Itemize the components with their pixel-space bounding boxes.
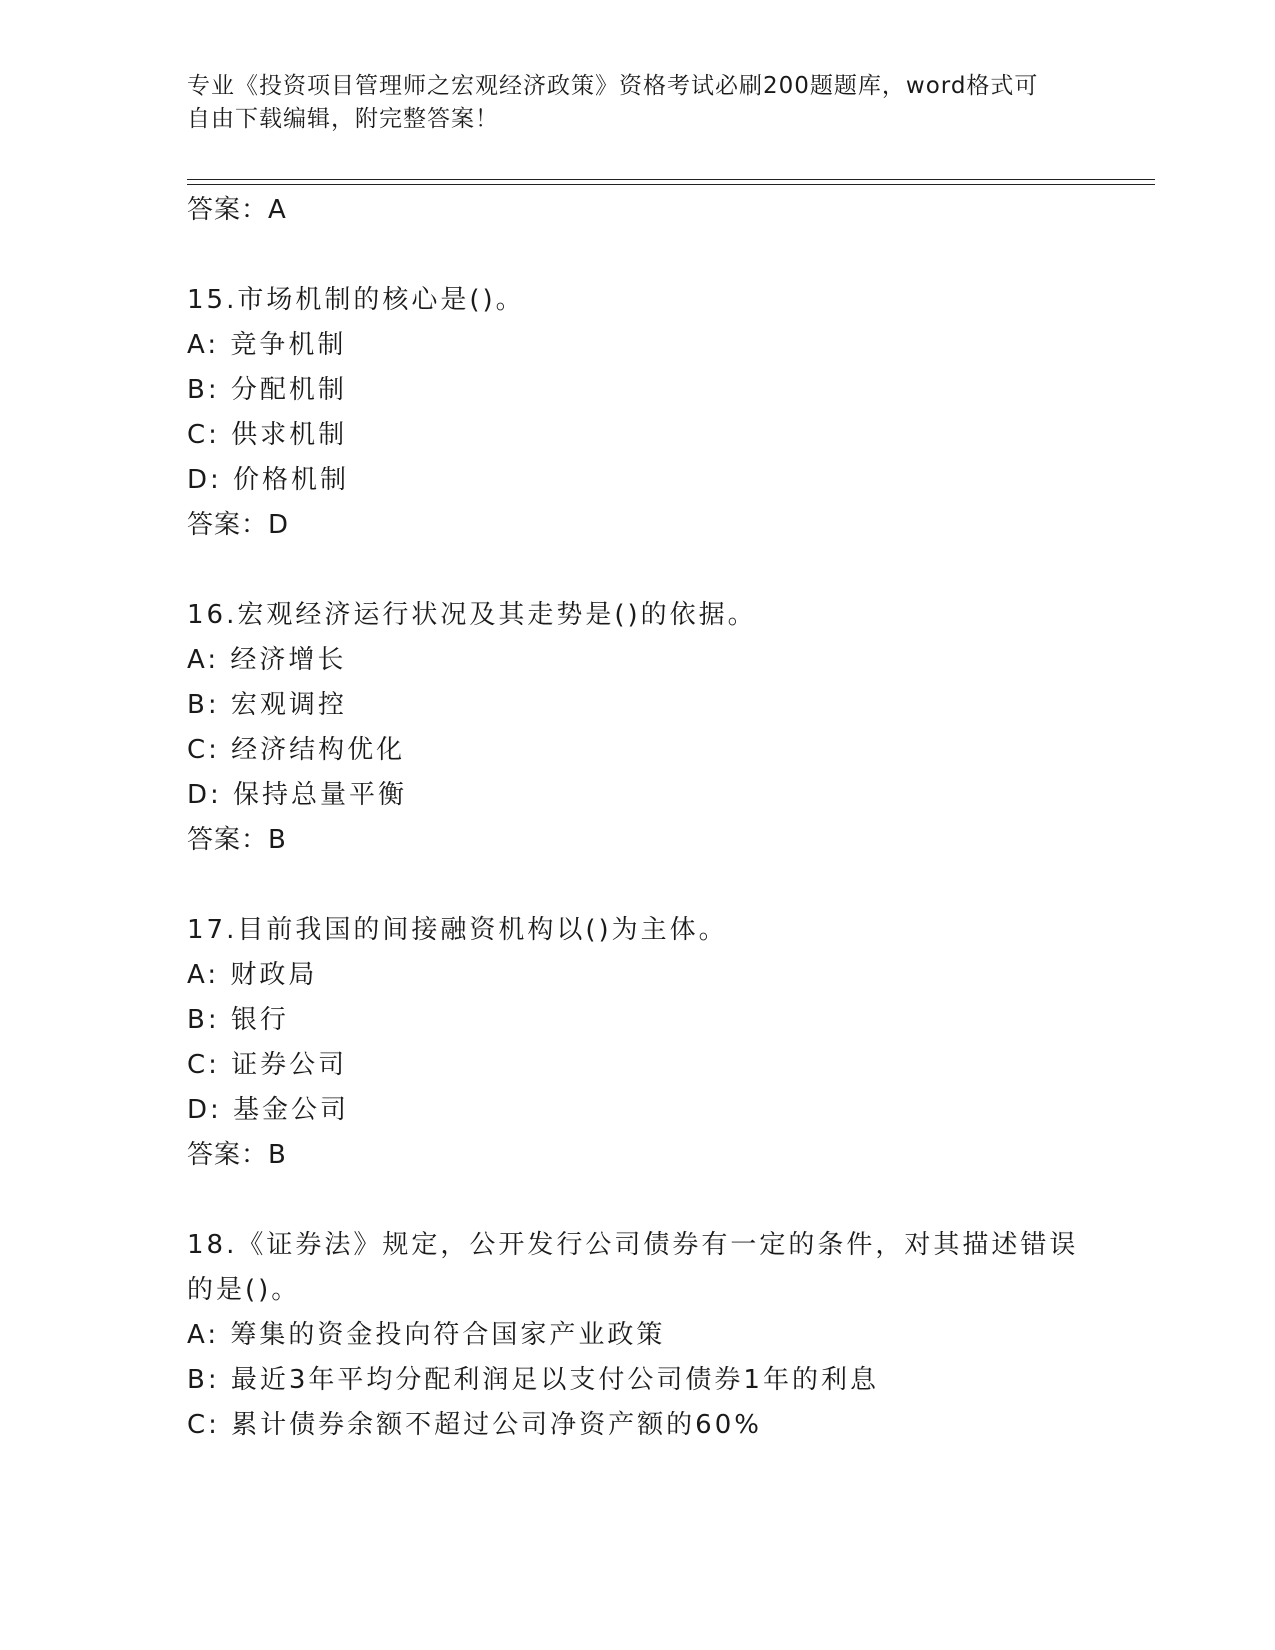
header-divider [187,179,1155,185]
option-15-c: C: 供求机制 [187,420,348,450]
answer-16: 答案：B [187,825,287,855]
option-18-a: A: 筹集的资金投向符合国家产业政策 [187,1320,666,1350]
question-17: 17.目前我国的间接融资机构以()为主体。 [187,915,728,945]
option-17-b: B: 银行 [187,1005,289,1035]
answer-17: 答案：B [187,1140,287,1170]
question-16: 16.宏观经济运行状况及其走势是()的依据。 [187,600,757,630]
question-15: 15.市场机制的核心是()。 [187,285,525,315]
option-16-a: A: 经济增长 [187,645,347,675]
option-15-a: A: 竞争机制 [187,330,347,360]
answer-15: 答案：D [187,510,290,540]
option-15-d: D: 价格机制 [187,465,350,495]
option-17-a: A: 财政局 [187,960,318,990]
option-18-b: B: 最近3年平均分配利润足以支付公司债券1年的利息 [187,1365,879,1395]
option-17-c: C: 证券公司 [187,1050,348,1080]
header-line-2: 自由下载编辑，附完整答案！ [187,106,499,132]
option-18-c: C: 累计债券余额不超过公司净资产额的60% [187,1410,762,1440]
option-16-b: B: 宏观调控 [187,690,347,720]
option-15-b: B: 分配机制 [187,375,347,405]
answer-text: 答案：A [187,195,287,225]
header-line-1: 专业《投资项目管理师之宏观经济政策》资格考试必刷200题题库，word格式可 [187,73,1039,99]
option-16-d: D: 保持总量平衡 [187,780,408,810]
question-18-line-2: 的是()。 [187,1275,301,1305]
option-16-c: C: 经济结构优化 [187,735,406,765]
question-18-line-1: 18.《证券法》规定，公开发行公司债券有一定的条件，对其描述错误 [187,1230,1079,1260]
document-header [187,70,1087,136]
option-17-d: D: 基金公司 [187,1095,350,1125]
